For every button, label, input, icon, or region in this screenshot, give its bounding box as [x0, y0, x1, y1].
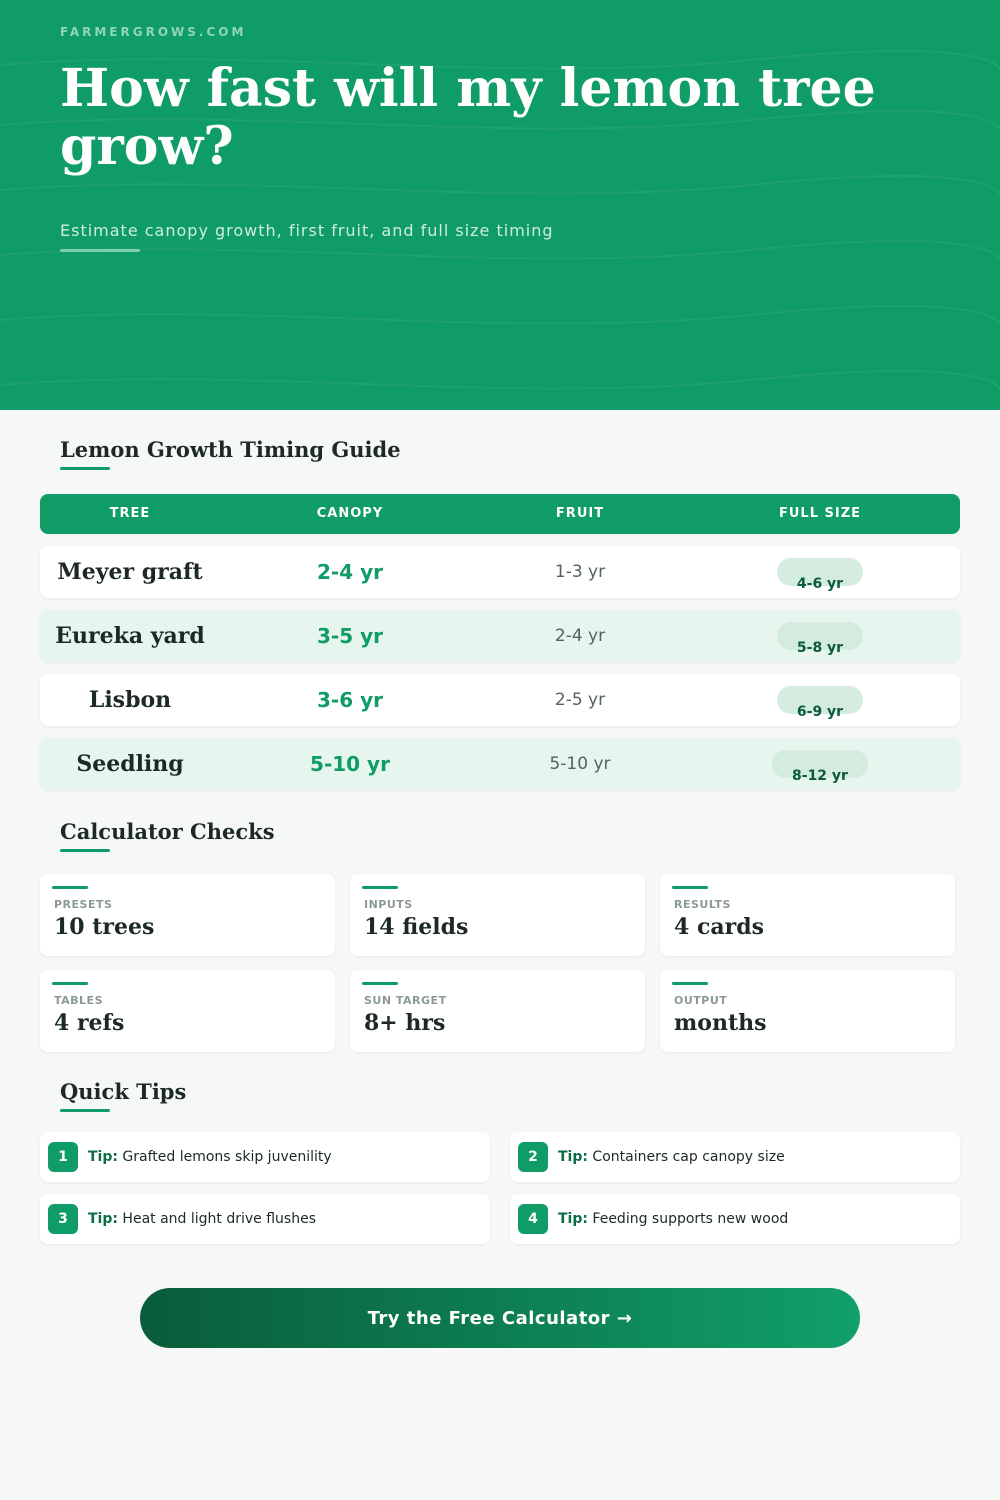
- fruit-value: 2-4 yr: [554, 626, 606, 646]
- header-tree: TREE: [109, 506, 151, 521]
- tip-number-badge: 1: [48, 1142, 78, 1172]
- card-value: 8+ hrs: [364, 1010, 446, 1036]
- page-subtitle: Estimate canopy growth, first fruit, and full size timing: [60, 221, 554, 240]
- tip-item: [510, 1132, 960, 1182]
- card-accent-bar: [52, 982, 88, 985]
- tip-text: [558, 1132, 785, 1182]
- card-accent-bar: [362, 886, 398, 889]
- full-size-badge: 8-12 yr: [772, 750, 868, 778]
- tip-body: Feeding supports new wood: [592, 1211, 789, 1227]
- full-size-cell: [720, 610, 920, 662]
- guide-table-header: [40, 494, 960, 534]
- page-title: How fast will my lemon tree grow?: [60, 58, 876, 177]
- card-accent-bar: [52, 886, 88, 889]
- card-label: INPUTS: [364, 898, 413, 911]
- tree-name: Lisbon: [88, 687, 172, 713]
- card-label: PRESETS: [54, 898, 113, 911]
- tip-prefix: Tip:: [88, 1149, 118, 1165]
- tips-title: Quick Tips: [60, 1079, 187, 1104]
- stat-card-output: [660, 970, 955, 1052]
- stat-card-presets: [40, 874, 335, 956]
- tip-prefix: Tip:: [558, 1149, 588, 1165]
- header-fruit: FRUIT: [555, 506, 605, 521]
- card-value: months: [674, 1010, 767, 1036]
- tip-number-badge: 3: [48, 1204, 78, 1234]
- stat-card-sun-target: [350, 970, 645, 1052]
- tip-body: Grafted lemons skip juvenility: [122, 1149, 332, 1165]
- table-row: [40, 674, 960, 726]
- hero-banner: [0, 0, 1000, 410]
- tree-name: Meyer graft: [57, 559, 203, 585]
- fruit-value: 1-3 yr: [554, 562, 606, 582]
- try-calculator-button[interactable]: Try the Free Calculator →: [140, 1288, 860, 1348]
- card-label: OUTPUT: [674, 994, 728, 1007]
- full-size-badge: 6-9 yr: [777, 686, 863, 714]
- card-label: TABLES: [54, 994, 103, 1007]
- stat-card-inputs: [350, 874, 645, 956]
- full-size-badge: 4-6 yr: [777, 558, 863, 586]
- tip-item: [40, 1132, 490, 1182]
- tip-body: Containers cap canopy size: [592, 1149, 785, 1165]
- full-size-cell: [720, 738, 920, 790]
- tip-text: [88, 1194, 316, 1244]
- card-accent-bar: [672, 886, 708, 889]
- card-value: 4 cards: [674, 914, 764, 940]
- checks-title: Calculator Checks: [60, 819, 275, 844]
- tip-prefix: Tip:: [88, 1211, 118, 1227]
- canopy-value: 5-10 yr: [310, 752, 390, 776]
- tree-name: Seedling: [76, 751, 184, 777]
- hero-divider: [60, 249, 140, 252]
- full-size-cell: [720, 674, 920, 726]
- checks-title-underline: [60, 849, 110, 852]
- stat-card-results: [660, 874, 955, 956]
- stat-card-tables: [40, 970, 335, 1052]
- guide-title: Lemon Growth Timing Guide: [60, 437, 401, 462]
- header-canopy: CANOPY: [316, 506, 384, 521]
- tip-number-badge: 2: [518, 1142, 548, 1172]
- tip-item: [510, 1194, 960, 1244]
- card-value: 4 refs: [54, 1010, 125, 1036]
- tip-body: Heat and light drive flushes: [122, 1211, 316, 1227]
- table-row: [40, 738, 960, 790]
- header-full-size: FULL SIZE: [778, 506, 862, 521]
- tip-item: [40, 1194, 490, 1244]
- canopy-value: 3-5 yr: [317, 624, 383, 648]
- fruit-value: 2-5 yr: [554, 690, 606, 710]
- card-label: SUN TARGET: [364, 994, 447, 1007]
- full-size-badge: 5-8 yr: [777, 622, 863, 650]
- card-value: 10 trees: [54, 914, 155, 940]
- card-value: 14 fields: [364, 914, 469, 940]
- card-accent-bar: [362, 982, 398, 985]
- guide-title-underline: [60, 467, 110, 470]
- tips-title-underline: [60, 1109, 110, 1112]
- table-row: [40, 610, 960, 662]
- card-label: RESULTS: [674, 898, 731, 911]
- tip-number-badge: 4: [518, 1204, 548, 1234]
- tip-prefix: Tip:: [558, 1211, 588, 1227]
- tip-text: [558, 1194, 788, 1244]
- site-name: FARMERGROWS.COM: [60, 25, 247, 39]
- canopy-value: 2-4 yr: [317, 560, 383, 584]
- table-row: [40, 546, 960, 598]
- tree-name: Eureka yard: [55, 623, 205, 649]
- full-size-cell: [720, 546, 920, 598]
- tip-text: [88, 1132, 332, 1182]
- card-accent-bar: [672, 982, 708, 985]
- fruit-value: 5-10 yr: [549, 754, 611, 774]
- canopy-value: 3-6 yr: [317, 688, 383, 712]
